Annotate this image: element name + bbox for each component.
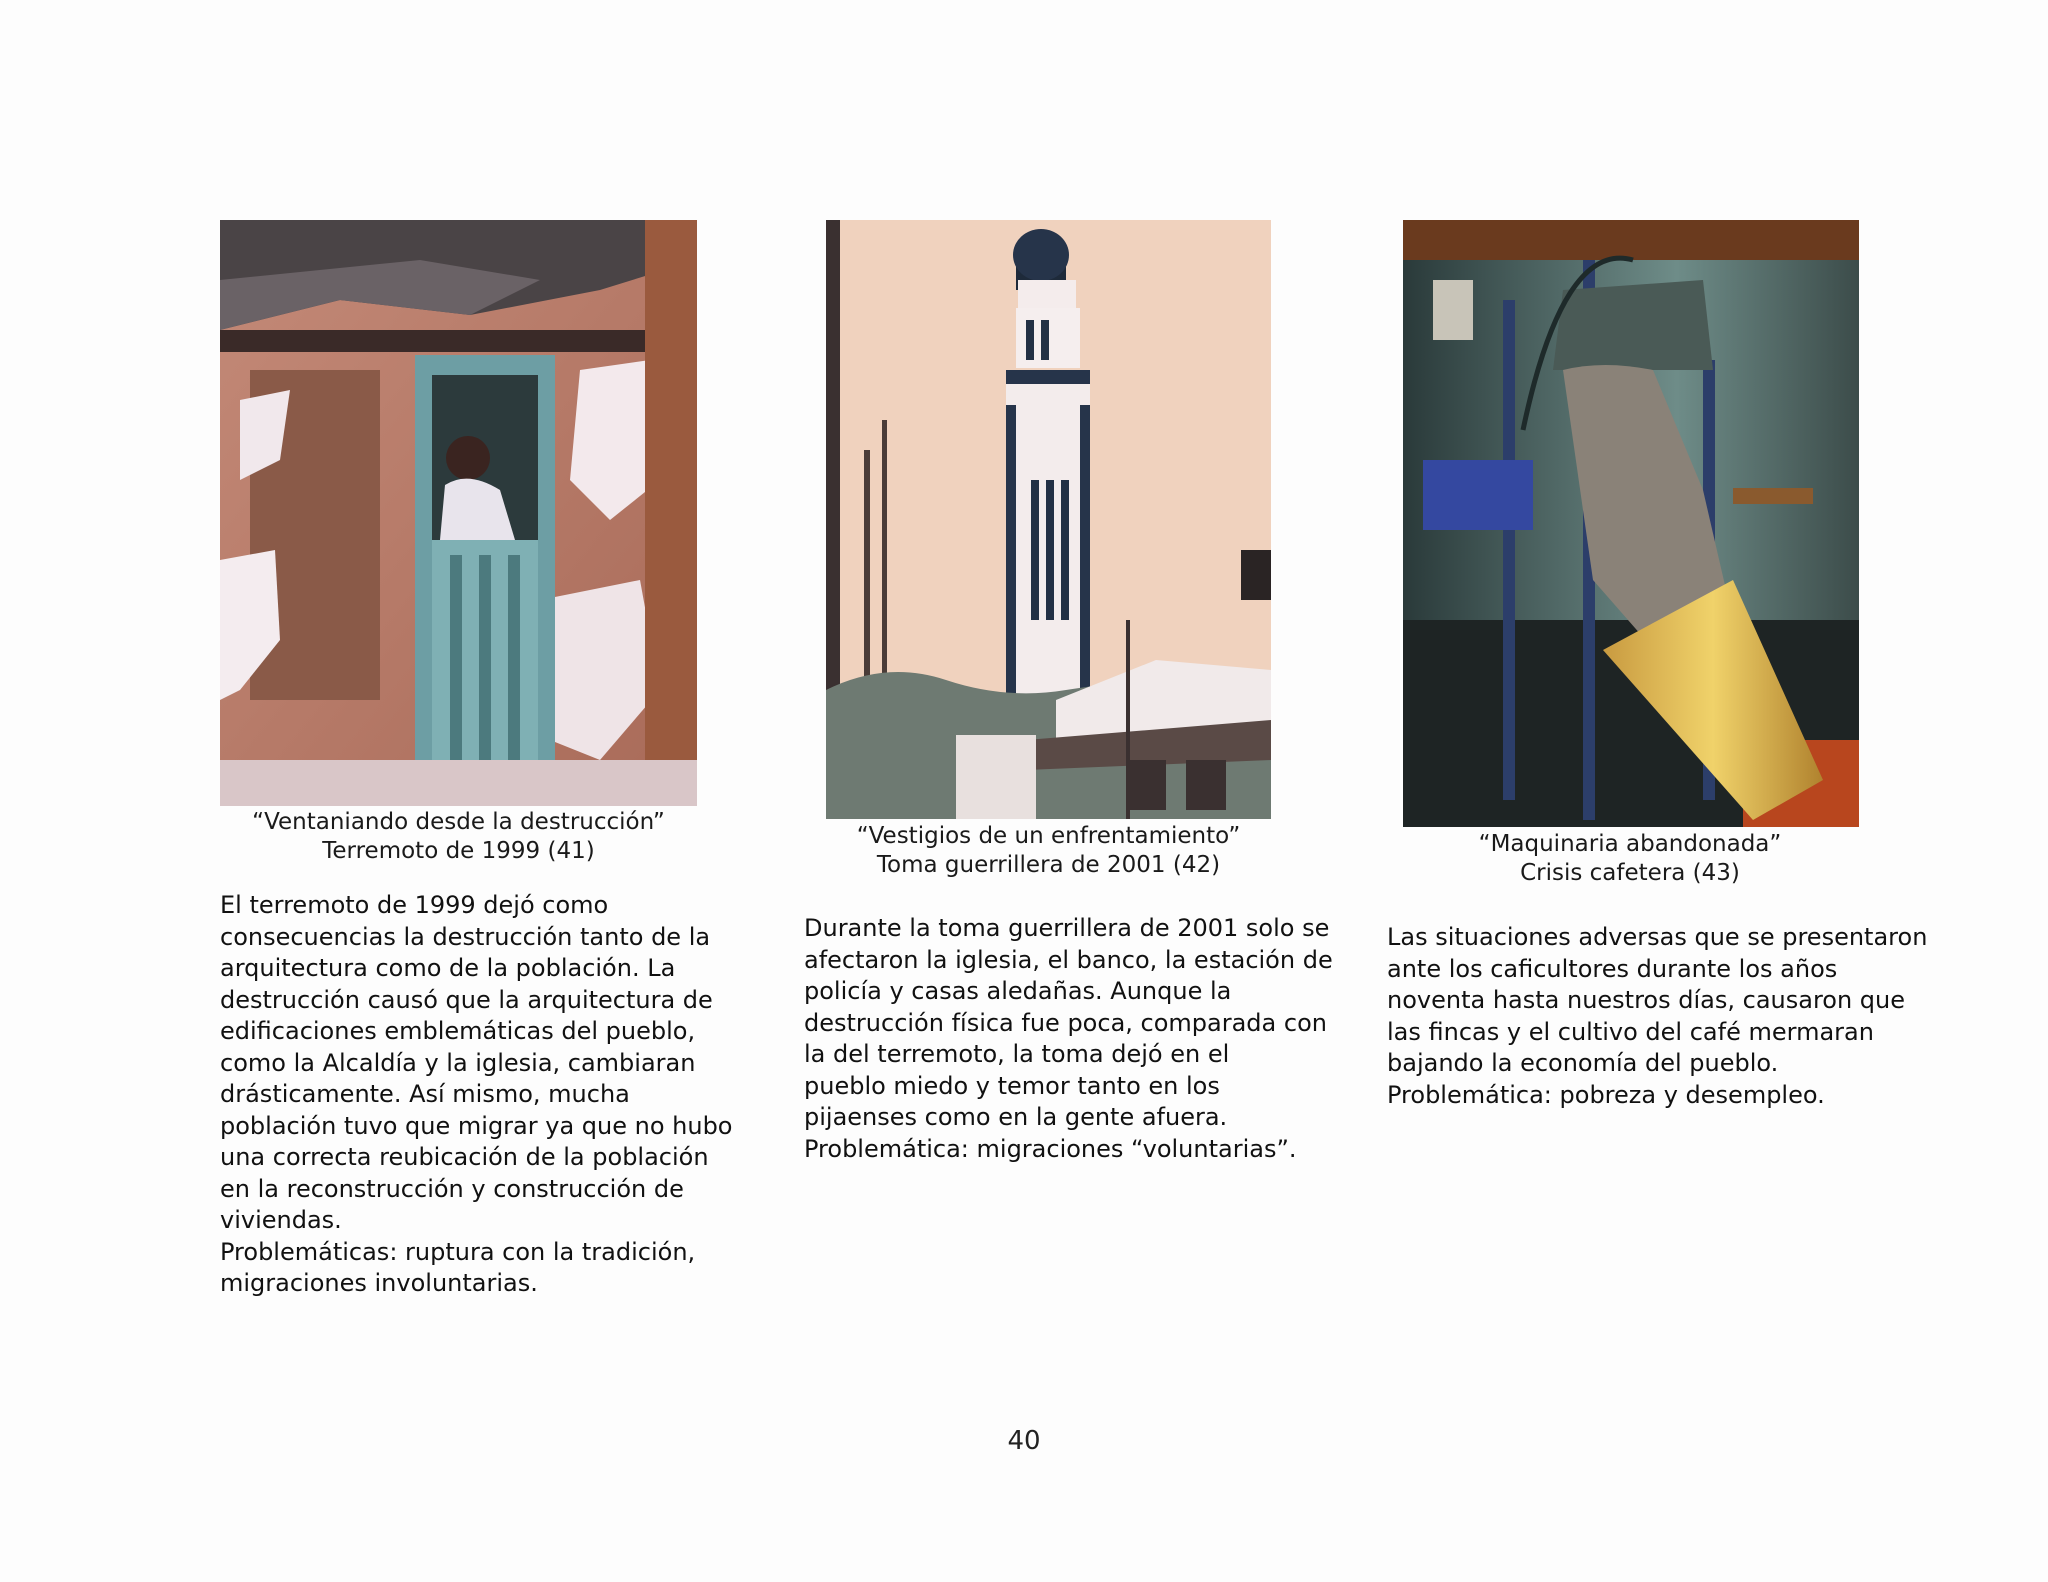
caption-source: Toma guerrillera de 2001 (42) — [876, 852, 1221, 878]
text-line: como la Alcaldía y la iglesia, cambiaran — [220, 1048, 696, 1077]
text-line: bajando la economía del pueblo. — [1387, 1049, 1779, 1077]
text-line: El terremoto de 1999 dejó como — [220, 891, 609, 919]
caption-source: Terremoto de 1999 (41) — [322, 838, 595, 864]
photo-caption — [220, 808, 697, 866]
column-body-text — [804, 913, 1333, 1165]
caption-title: “Maquinaria abandonada” — [1478, 831, 1782, 857]
text-line: población tuvo que migrar ya que no hubo — [220, 1111, 733, 1140]
text-line: Durante la toma guerrillera de 2001 solo se — [804, 914, 1330, 942]
text-line: viviendas. — [220, 1206, 342, 1234]
text-line: edificaciones emblemáticas del pueblo, — [220, 1017, 696, 1045]
text-line: migraciones involuntarias. — [220, 1269, 538, 1297]
text-line: destrucción física fue poca, comparada con — [804, 1008, 1327, 1037]
house-window-photo — [220, 220, 697, 806]
text-line: las fincas y el cultivo del café mermaran — [1387, 1017, 1874, 1046]
text-line: drásticamente. Así mismo, mucha — [220, 1080, 630, 1108]
page-number: 40 — [1007, 1426, 1041, 1456]
column-body-text — [220, 890, 733, 1300]
text-line: Problemática: migraciones “voluntarias”. — [804, 1134, 1297, 1163]
text-line: pueblo miedo y temor tanto en los — [804, 1071, 1220, 1100]
photo-caption — [776, 822, 1321, 880]
caption-source: Crisis cafetera (43) — [1520, 860, 1740, 886]
text-line: noventa hasta nuestros días, causaron que — [1387, 986, 1906, 1014]
text-line: Problemática: pobreza y desempleo. — [1387, 1080, 1825, 1109]
text-line: destrucción causó que la arquitectura de — [220, 985, 713, 1014]
text-line: arquitectura como de la población. La — [220, 954, 676, 982]
text-line: afectaron la iglesia, el banco, la estación de — [804, 945, 1333, 974]
church-tower-photo — [826, 220, 1271, 819]
text-line: una correcta reubicación de la población — [220, 1143, 709, 1171]
text-line: policía y casas aledañas. Aunque la — [804, 977, 1232, 1005]
text-line: ante los caficultores durante los años — [1387, 954, 1838, 983]
text-line: Problemáticas: ruptura con la tradición, — [220, 1237, 696, 1266]
coffee-machine-photo — [1403, 220, 1859, 827]
photo-caption — [1380, 830, 1880, 888]
caption-title: “Ventaniando desde la destrucción” — [252, 809, 665, 835]
caption-title: “Vestigios de un enfrentamiento” — [856, 823, 1241, 849]
column-body-text — [1387, 922, 1928, 1111]
text-line: pijaenses como en la gente afuera. — [804, 1103, 1228, 1131]
text-line: Las situaciones adversas que se presentaron — [1387, 923, 1928, 951]
text-line: la del terremoto, la toma dejó en el — [804, 1040, 1230, 1068]
text-line: en la reconstrucción y construcción de — [220, 1174, 684, 1203]
text-line: consecuencias la destrucción tanto de la — [220, 922, 711, 951]
